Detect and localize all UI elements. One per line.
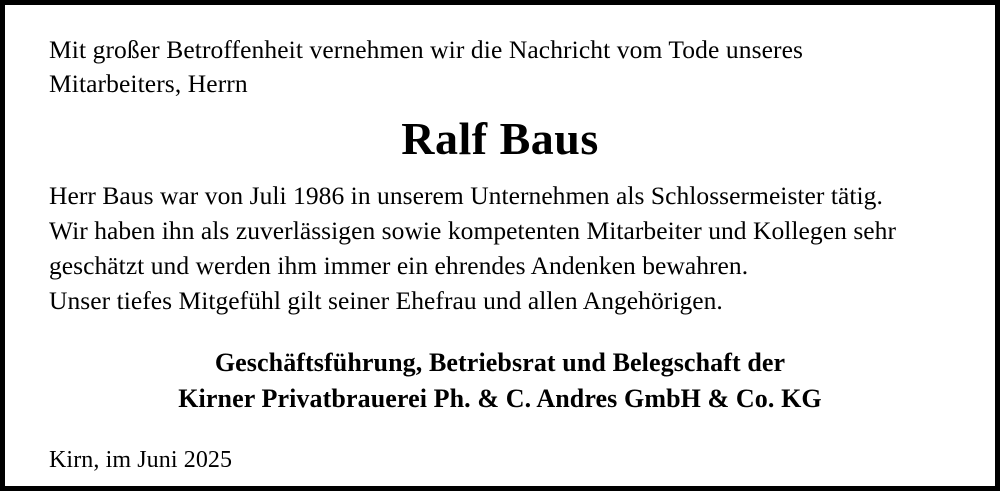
signature-block — [49, 345, 951, 417]
body-line-1: Herr Baus war von Juli 1986 in unserem Unternehmen als Schlossermeister tätig. — [49, 181, 883, 211]
place-and-date: Kirn, im Juni 2025 — [49, 446, 233, 473]
intro-text — [49, 33, 951, 100]
body-line-4: Unser tiefes Mitgefühl gilt seiner Ehefrau und allen Angehörigen. — [49, 286, 723, 316]
signature-line-1: Geschäftsführung, Betriebsrat und Belegschaft der — [214, 348, 786, 377]
signature-line-2: Kirner Privatbrauerei Ph. & C. Andres GmbH & Co. KG — [178, 383, 822, 413]
body-line-3: geschätzt und werden ihm immer ein ehrendes Andenken bewahren. — [49, 251, 749, 281]
intro-line-1: Mit großer Betroffenheit vernehmen wir die Nachricht vom Tode unseres — [49, 35, 804, 64]
deceased-name: Ralf Baus — [401, 113, 599, 165]
body-line-2: Wir haben ihn als zuverlässigen sowie kompetenten Mitarbeiter und Kollegen sehr — [49, 216, 897, 246]
intro-line-2: Mitarbeiters, Herrn — [49, 68, 248, 98]
body-text — [49, 179, 951, 319]
